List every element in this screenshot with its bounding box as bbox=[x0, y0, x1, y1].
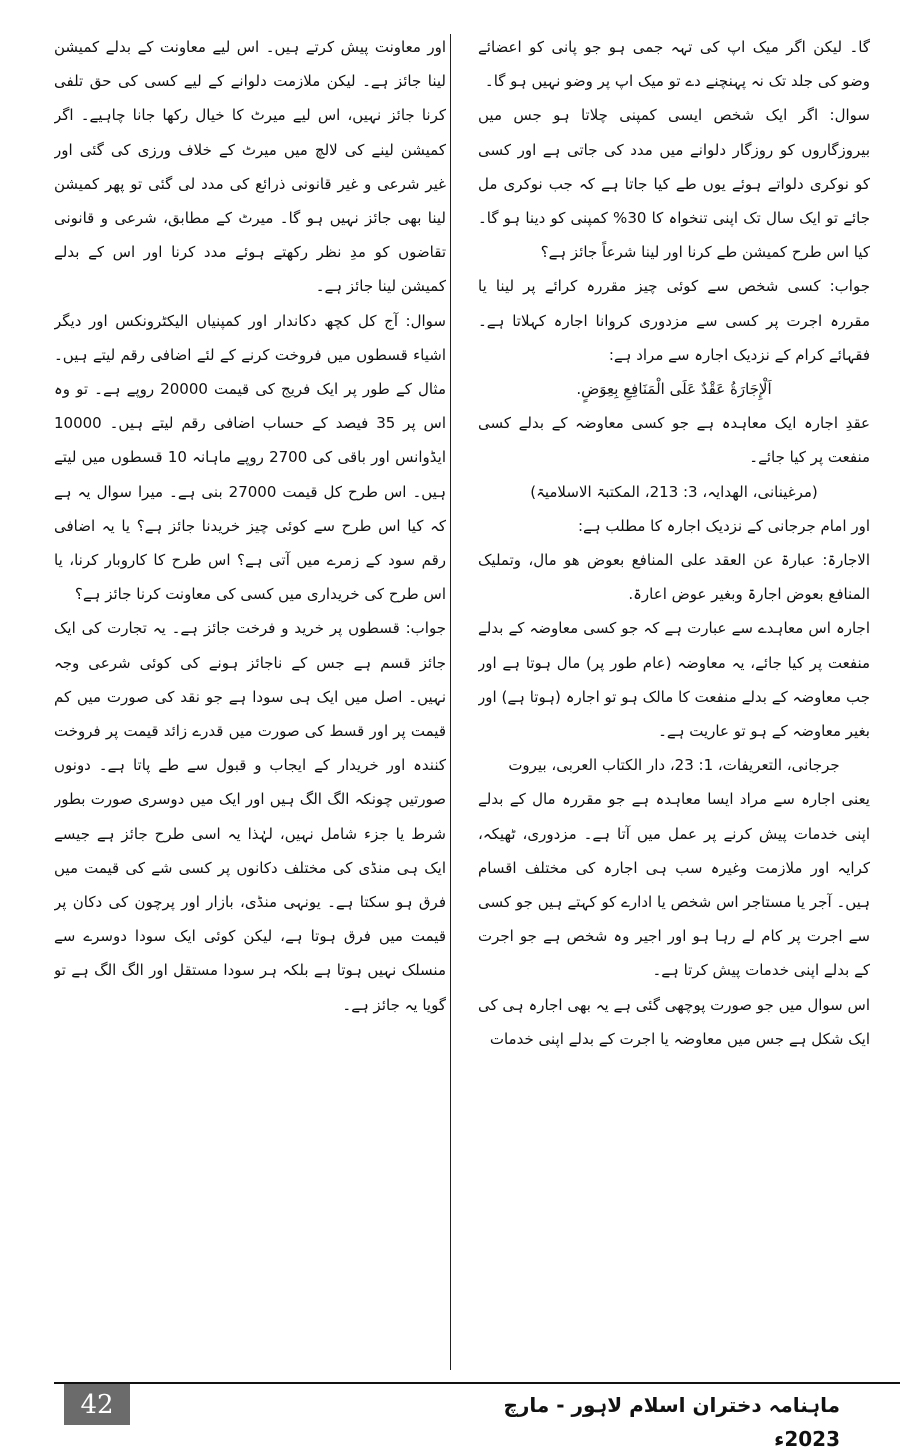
paragraph: گا۔ لیکن اگر میک اپ کی تہہ جمی ہو جو پانی کو اعضائے وضو کی جلد تک نہ پہنچنے دے تو میک اپ پر وضو نہیں ہو گا۔ bbox=[478, 38, 870, 91]
citation: جرجانی، التعریفات، 1: 23، دار الکتاب العربی، بیروت bbox=[508, 756, 840, 775]
paragraph: اور امام جرجانی کے نزدیک اجارہ کا مطلب ہے: bbox=[577, 516, 870, 535]
arabic-quote: اَلْإِجَارَةُ عَقْدٌ عَلَى الْمَنَافِعِ بِعِوَضٍ. bbox=[576, 380, 772, 399]
question-paragraph: سوال: آج کل کچھ دکاندار اور کمپنیاں الیکٹرونکس اور دیگر اشیاء قسطوں میں فروخت کرنے کے لئے اضافی رقم لیتے ہیں۔ مثال کے طور پر ایک فریج کی قیمت 20000 روپے ہے۔ تو وہ اس پر 35 فیصد کے حساب اضافی رقم لیتے ہیں۔ 10000 ایڈوانس اور باقی کی 2700 روپے ماہانہ 10 قسطوں میں لیتے ہیں۔ اس طرح کل قیمت 27000 بنی ہے۔ میرا سوال یہ ہے کہ کیا اس طرح سے کوئی چیز خریدنا جائز ہے؟ یا یہ اضافی رقم سود کے زمرے میں آتی ہے؟ اس طرح کا کاروبار کرنا، یا اس طرح کی خریداری میں کسی کی معاونت کرنا جائز ہے؟ bbox=[54, 311, 446, 604]
answer-paragraph: جواب: کسی شخص سے کوئی چیز مقررہ کرائے پر لینا یا مقررہ اجرت پر کسی سے مزدوری کروانا اجارہ کہلاتا ہے۔ فقہائے کرام کے نزدیک اجارہ سے مراد ہے: bbox=[478, 277, 870, 364]
paragraph: اور معاونت پیش کرتے ہیں۔ اس لیے معاونت کے بدلے کمیشن لینا جائز ہے۔ لیکن ملازمت دلوانے کے لیے کسی کی حق تلفی کرنا جائز نہیں، اس لیے میرٹ کا خیال رکھا جانا چاہیے۔ اگر کمیشن لینے کی لالچ میں میرٹ کے خلاف ورزی کی گئی اور غیر شرعی و غیر قانونی ذرائع کی مدد لی گئی تو پھر کمیشن لینا بھی جائز نہیں ہو گا۔ میرٹ کے مطابق، شرعی و قانونی تقاضوں کو مدِ نظر رکھتے ہوئے مدد کرنا اور اس کے بدلے کمیشن لینا جائز ہے۔ bbox=[54, 38, 446, 296]
paragraph: اس سوال میں جو صورت پوچھی گئی ہے یہ بھی اجارہ ہی کی ایک شکل ہے جس میں معاوضہ یا اجرت کے بدلے اپنی خدمات bbox=[478, 995, 870, 1048]
arabic-quote: الاجارۃ: عبارۃ عن العقد علی المنافع بعوض ھو مال، وتملیک المنافع بعوض اجارۃ وبغیر عوض اعارۃ. bbox=[478, 551, 870, 604]
footer-rule bbox=[54, 1382, 900, 1384]
paragraph: یعنی اجارہ سے مراد ایسا معاہدہ ہے جو مقررہ مال کے بدلے اپنی خدمات پیش کرنے پر عمل میں آتا ہے۔ مزدوری، ٹھیکہ، کرایہ اور ملازمت وغیرہ سب ہی اجارہ کی مختلف اقسام ہیں۔ آجر یا مستاجر اس شخص یا ادارے کو کہتے ہیں جو کسی سے اجرت پر کام لے رہا ہو اور اجیر وہ شخص ہے جو اجرت کے بدلے اپنی خدمات پیش کرتا ہے۔ bbox=[478, 790, 870, 980]
column-divider bbox=[450, 34, 451, 1370]
page-number: 42 bbox=[64, 1384, 130, 1425]
question-paragraph: سوال: اگر ایک شخص ایسی کمپنی چلاتا ہو جس میں بیروزگاروں کو روزگار دلوانے میں مدد کی جاتی ہے اور کسی کو نوکری دلواتے ہوئے یوں طے کیا جاتا ہے کہ جب نوکری مل جائے تو ایک سال تک اپنی تنخواہ کا 30% کمپنی کو دینا ہو گا۔ کیا اس طرح کمیشن طے کرنا اور لینا شرعاً جائز ہے؟ bbox=[478, 106, 870, 262]
paragraph: عقدِ اجارہ ایک معاہدہ ہے جو کسی معاوضہ کے بدلے کسی منفعت پر کیا جائے۔ bbox=[478, 414, 870, 467]
left-column bbox=[54, 30, 446, 1370]
citation: (مرغینانی، الھدایہ، 3: 213، المکتبۃ الاسلامیۃ) bbox=[530, 482, 818, 501]
right-column bbox=[478, 30, 870, 1370]
answer-paragraph: جواب: قسطوں پر خرید و فرخت جائز ہے۔ یہ تجارت کی ایک جائز قسم ہے جس کے ناجائز ہونے کی کوئی شرعی وجہ نہیں۔ اصل میں ایک ہی سودا ہے جو نقد کی صورت میں کم قیمت پر اور قسط کی صورت میں قدرے زائد قیمت پر فروخت کنندہ اور خریدار کے ایجاب و قبول سے طے پاتا ہے۔ دونوں صورتیں چونکہ الگ الگ ہیں اور ایک میں دوسری صورت بطور شرط یا جزء شامل نہیں، لہٰذا یہ اسی طرح جائز ہے جیسے ایک ہی منڈی کی مختلف دکانوں پر کسی شے کی قیمت میں فرق ہو سکتا ہے۔ یونہی منڈی، بازار اور پرچون کی دکان پر قیمت میں فرق ہوتا ہے، لیکن کوئی ایک سودا دوسرے سے منسلک نہیں ہوتا ہے بلکہ ہر سودا مستقل اور الگ الگ ہے تو گویا یہ جائز ہے۔ bbox=[54, 619, 446, 1014]
magazine-masthead: ماہنامہ دختران اسلام لاہور - مارچ 2023ء bbox=[503, 1393, 840, 1451]
paragraph: اجارہ اس معاہدے سے عبارت ہے کہ جو کسی معاوضہ کے بدلے منفعت پر کیا جائے، یہ معاوضہ (عام طور پر) مال ہوتا ہے اور جب معاوضہ کے بدلے منفعت کا مالک ہو تو اجارہ (ہوتا ہے) اور بغیر معاوضہ کے ہو تو عاریت ہے۔ bbox=[478, 619, 870, 741]
